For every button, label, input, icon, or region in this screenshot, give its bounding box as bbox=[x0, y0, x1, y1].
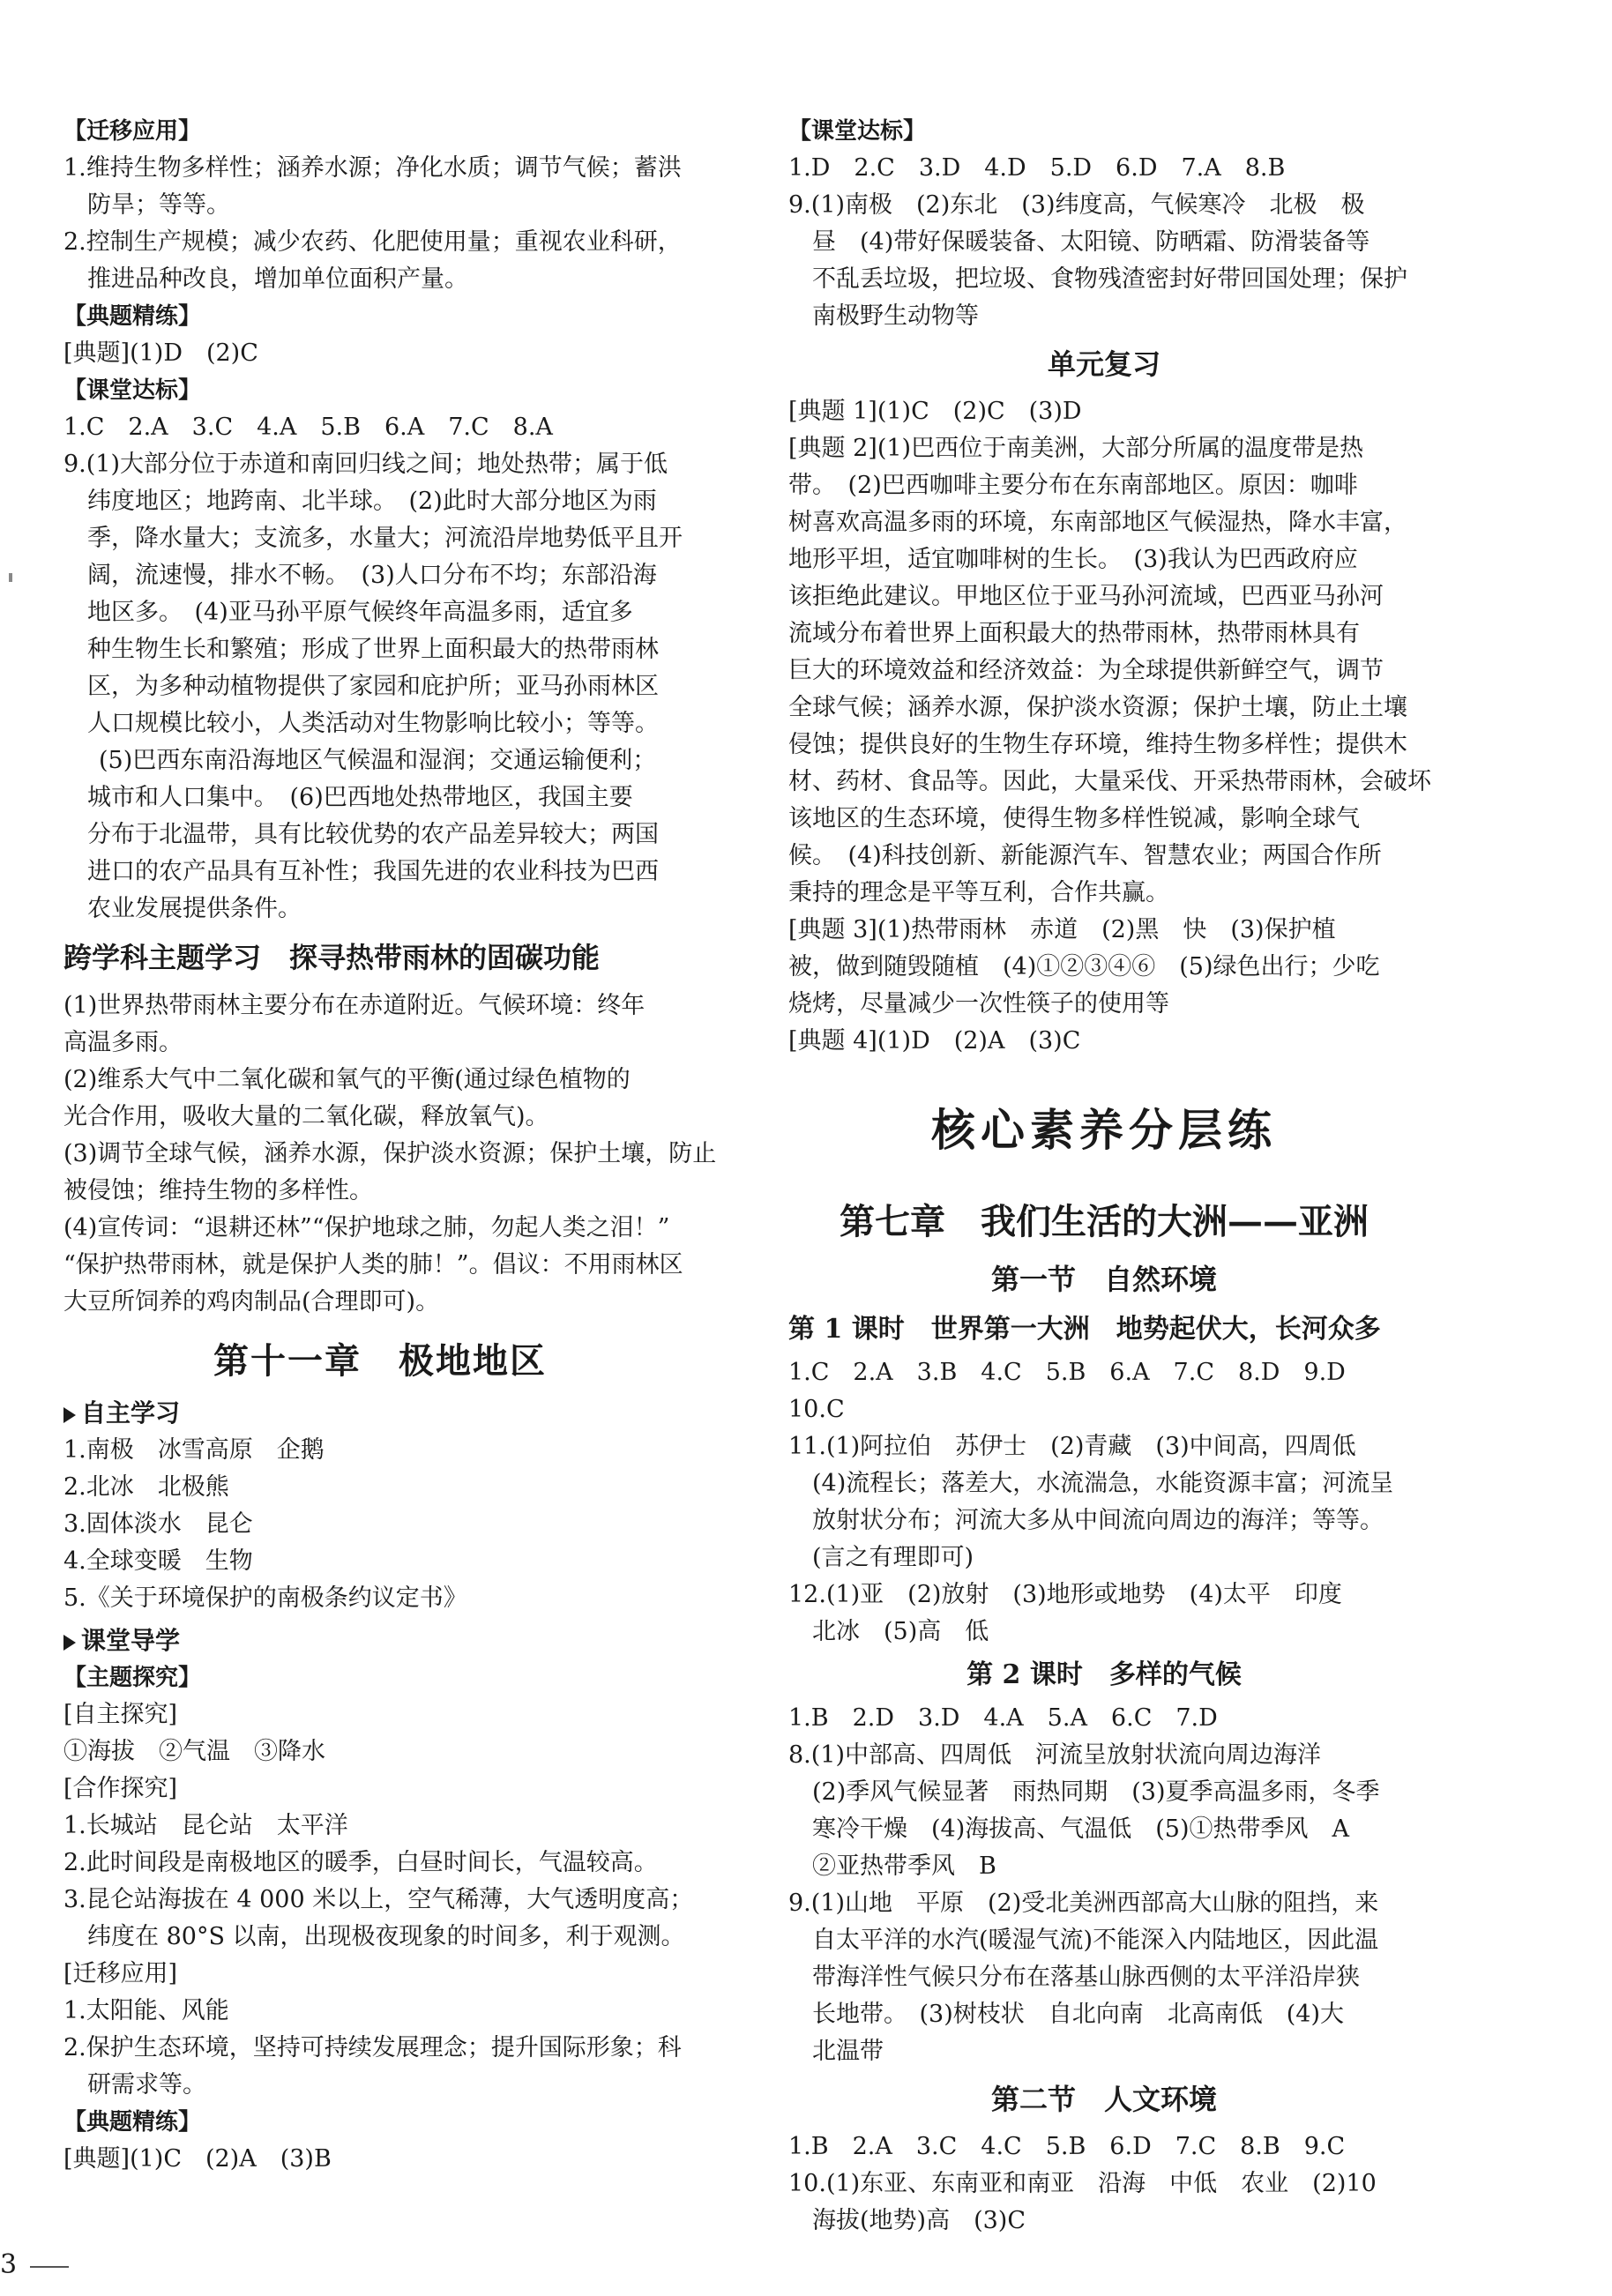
answer-line: 秉持的理念是平等互利，合作共赢。 bbox=[788, 879, 1169, 906]
answer-line: 1.C 2.A 3.B 4.C 5.B 6.A 7.C 8.D 9.D bbox=[788, 1359, 1346, 1386]
answer-line: 季，降水量大；支流多，水量大；河流沿岸地势低平且开 bbox=[87, 525, 683, 552]
answer-line: 2.保护生态环境，坚持可持续发展理念；提升国际形象；科 bbox=[63, 2034, 682, 2061]
answer-line: (4)宣传词：“退耕还林”“保护地球之肺，勿起人类之泪！” bbox=[63, 1214, 670, 1241]
bracket-heading: 【迁移应用】 bbox=[63, 118, 202, 145]
chapter-title: 第七章 我们生活的大洲——亚洲 bbox=[840, 1201, 1369, 1242]
answer-line: (5)巴西东南沿海地区气候温和湿润；交通运输便利； bbox=[99, 747, 657, 774]
answer-line: 2.北冰 北极熊 bbox=[63, 1473, 229, 1501]
right-column bbox=[788, 113, 1431, 2240]
answer-line: 被，做到随毁随植 (4)①②③④⑥ (5)绿色出行；少吃 bbox=[788, 953, 1380, 980]
answer-line: 该地区的生态环境，使得生物多样性锐减，影响全球气 bbox=[788, 805, 1360, 832]
answer-line: 巨大的环境效益和经济效益：为全球提供新鲜空气，调节 bbox=[788, 657, 1384, 684]
answer-line: [典题 3](1)热带雨林 赤道 (2)黑 快 (3)保护植 bbox=[788, 916, 1336, 943]
answer-line: 纬度在 80°S 以南，出现极夜现象的时间多，利于观测。 bbox=[87, 1923, 685, 1950]
answer-line: 北温带 bbox=[812, 2038, 884, 2065]
answer-line: 1.维持生物多样性；涵养水源；净化水质；调节气候；蓄洪 bbox=[63, 154, 682, 182]
bracket-heading: 【主题探究】 bbox=[63, 1665, 202, 1691]
answer-line: 9.(1)山地 平原 (2)受北美洲西部高大山脉的阻挡，来 bbox=[788, 1890, 1379, 1917]
answer-line: 昼 (4)带好保暖装备、太阳镜、防晒霜、防滑装备等 bbox=[812, 228, 1370, 256]
answer-line: (4)流程长；落差大，水流湍急，水能资源丰富；河流呈 bbox=[812, 1470, 1394, 1497]
answer-line: 阔，流速慢，排水不畅。 (3)人口分布不均；东部沿海 bbox=[87, 562, 657, 589]
answer-line: 城市和人口集中。 (6)巴西地处热带地区，我国主要 bbox=[87, 784, 633, 811]
answer-line: “保护热带雨林，就是保护人类的肺！”。倡议：不用雨林区 bbox=[63, 1251, 683, 1278]
answer-line: 寒冷干燥 (4)海拔高、气温低 (5)①热带季风 A bbox=[812, 1815, 1349, 1843]
answer-line: (2)维系大气中二氧化碳和氧气的平衡(通过绿色植物的 bbox=[63, 1066, 631, 1093]
answer-line: 种生物生长和繁殖；形成了世界上面积最大的热带雨林 bbox=[87, 636, 659, 663]
bracket-heading: 【典题精练】 bbox=[63, 2109, 202, 2136]
answer-line: 2.控制生产规模；减少农药、化肥使用量；重视农业科研， bbox=[63, 228, 682, 256]
answer-line: 防旱；等等。 bbox=[87, 191, 230, 219]
answer-line: 3.昆仑站海拔在 4 000 米以上，空气稀薄，大气透明度高； bbox=[63, 1886, 694, 1913]
answer-line: 1.D 2.C 3.D 4.D 5.D 6.D 7.A 8.B bbox=[788, 154, 1286, 182]
answer-line: [典题](1)C (2)A (3)B bbox=[63, 2145, 332, 2173]
bracket-heading: 【课堂达标】 bbox=[63, 377, 202, 404]
answer-line: 树喜欢高温多雨的环境，东南部地区气候湿热，降水丰富， bbox=[788, 509, 1407, 536]
answer-line: (1)世界热带雨林主要分布在赤道附近。气候环境：终年 bbox=[63, 992, 646, 1019]
answer-line: 被侵蚀；维持生物的多样性。 bbox=[63, 1177, 373, 1204]
answer-line: 纬度地区；地跨南、北半球。 (2)此时大部分地区为雨 bbox=[87, 488, 657, 515]
section-title: 第一节 自然环境 bbox=[990, 1263, 1217, 1296]
part-title: 核心素养分层练 bbox=[931, 1104, 1277, 1156]
answer-line: 分布于北温带，具有比较优势的农产品差异较大；两国 bbox=[87, 821, 659, 848]
answer-line: ②亚热带季风 B bbox=[812, 1852, 996, 1880]
answer-line: 高温多雨。 bbox=[63, 1029, 183, 1056]
answer-line: [自主探究] bbox=[63, 1701, 178, 1728]
answer-line: 1.太阳能、风能 bbox=[63, 1997, 229, 2024]
answer-line: (2)季风气候显著 雨热同期 (3)夏季高温多雨，冬季 bbox=[812, 1778, 1380, 1806]
answer-line: 该拒绝此建议。甲地区位于亚马孙河流域，巴西亚马孙河 bbox=[788, 583, 1384, 610]
answer-line: 4.全球变暖 生物 bbox=[63, 1547, 253, 1575]
answer-line: 8.(1)中部高、四周低 河流呈放射状流向周边海洋 bbox=[788, 1741, 1322, 1769]
section-title: 单元复习 bbox=[1047, 347, 1160, 381]
subsection-label: 自主学习 bbox=[81, 1398, 181, 1428]
answer-line: 北冰 (5)高 低 bbox=[812, 1618, 989, 1645]
answer-line: 3.固体淡水 昆仑 bbox=[63, 1510, 253, 1538]
answer-line: [典题](1)D (2)C bbox=[63, 339, 258, 367]
answer-line: 11.(1)阿拉伯 苏伊士 (2)青藏 (3)中间高，四周低 bbox=[788, 1433, 1356, 1460]
answer-line: 侵蚀；提供良好的生物生存环境，维持生物多样性；提供木 bbox=[788, 731, 1407, 758]
answer-line: 长地带。 (3)树枝状 自北向南 北高南低 (4)大 bbox=[812, 2001, 1344, 2028]
answer-line: 区，为多种动植物提供了家园和庇护所；亚马孙雨林区 bbox=[87, 673, 659, 700]
answer-line: 候。 (4)科技创新、新能源汽车、智慧农业；两国合作所 bbox=[788, 842, 1382, 869]
subsection-label: 课堂导学 bbox=[81, 1626, 181, 1655]
answer-line: 1.C 2.A 3.C 4.A 5.B 6.A 7.C 8.A bbox=[63, 414, 553, 441]
answer-line: 带海洋性气候只分布在落基山脉西侧的太平洋沿岸狭 bbox=[812, 1964, 1360, 1991]
answer-line: [典题 1](1)C (2)C (3)D bbox=[788, 398, 1082, 425]
section-title: 第二节 人文环境 bbox=[990, 2083, 1217, 2116]
left-column bbox=[63, 113, 717, 2178]
answer-line: 自太平洋的水汽(暖湿气流)不能深入内陆地区，因此温 bbox=[812, 1927, 1379, 1954]
answer-line: 地区多。 (4)亚马孙平原气候终年高温多雨，适宜多 bbox=[87, 599, 633, 626]
answer-line: 10.(1)东亚、东南亚和南亚 沿海 中低 农业 (2)10 bbox=[788, 2170, 1377, 2197]
answer-line: ①海拔 ②气温 ③降水 bbox=[63, 1738, 325, 1765]
answer-line: 人口规模比较小，人类活动对生物影响比较小；等等。 bbox=[87, 710, 659, 737]
bracket-heading: 【课堂达标】 bbox=[788, 118, 927, 145]
page-number: 3 bbox=[0, 2249, 18, 2280]
answer-line: 光合作用，吸收大量的二氧化碳，释放氧气)。 bbox=[63, 1103, 549, 1130]
answer-line: 全球气候；涵养水源，保护淡水资源；保护土壤，防止土壤 bbox=[788, 694, 1407, 721]
answer-line: 1.B 2.D 3.D 4.A 5.A 6.C 7.D bbox=[788, 1704, 1218, 1732]
bracket-heading: 【典题精练】 bbox=[63, 303, 202, 330]
answer-line: 流域分布着世界上面积最大的热带雨林，热带雨林具有 bbox=[788, 620, 1360, 647]
subsection-heading bbox=[63, 1395, 697, 1432]
answer-line: 2.此时间段是南极地区的暖季，白昼时间长，气温较高。 bbox=[63, 1849, 658, 1876]
answer-line: 1.B 2.A 3.C 4.C 5.B 6.D 7.C 8.B 9.C bbox=[788, 2133, 1346, 2160]
lesson-title: 第 2 课时 多样的气候 bbox=[966, 1659, 1242, 1690]
lesson-title: 第 1 课时 世界第一大洲 地势起伏大，长河众多 bbox=[788, 1314, 1381, 1345]
answer-line: 材、药材、食品等。因此，大量采伐、开采热带雨林，会破坏 bbox=[788, 768, 1431, 795]
answer-line: 带。 (2)巴西咖啡主要分布在东南部地区。原因：咖啡 bbox=[788, 472, 1358, 499]
answer-line: 9.(1)南极 (2)东北 (3)纬度高，气候寒冷 北极 极 bbox=[788, 191, 1365, 219]
margin-mark bbox=[9, 573, 12, 582]
answer-line: 研需求等。 bbox=[87, 2071, 206, 2098]
answer-line: 大豆所饲养的鸡肉制品(合理即可)。 bbox=[63, 1288, 440, 1316]
answer-line: [迁移应用] bbox=[63, 1960, 178, 1987]
chapter-title: 第十一章 极地地区 bbox=[213, 1340, 547, 1382]
answer-line: 放射状分布；河流大多从中间流向周边的海洋；等等。 bbox=[812, 1507, 1384, 1534]
answer-line: (言之有理即可) bbox=[812, 1544, 974, 1571]
page-number-rule bbox=[30, 2266, 69, 2268]
answer-line: 海拔(地势)高 (3)C bbox=[812, 2207, 1026, 2234]
answer-line: 10.C bbox=[788, 1396, 845, 1423]
topic-title: 跨学科主题学习 探寻热带雨林的固碳功能 bbox=[63, 941, 601, 974]
subsection-heading bbox=[63, 1622, 697, 1659]
answer-line: 5.《关于环境保护的南极条约议定书》 bbox=[63, 1584, 467, 1612]
answer-line: 南极野生动物等 bbox=[812, 302, 979, 330]
answer-line: 1.长城站 昆仑站 太平洋 bbox=[63, 1812, 348, 1839]
answer-line: 1.南极 冰雪高原 企鹅 bbox=[63, 1436, 325, 1464]
answer-line: [典题 4](1)D (2)A (3)C bbox=[788, 1027, 1081, 1055]
answer-line: 12.(1)亚 (2)放射 (3)地形或地势 (4)太平 印度 bbox=[788, 1581, 1342, 1608]
answer-line: [典题 2](1)巴西位于南美洲，大部分所属的温度带是热 bbox=[788, 435, 1364, 462]
answer-line: (3)调节全球气候，涵养水源，保护淡水资源；保护土壤，防止 bbox=[63, 1140, 717, 1167]
answer-line: 地形平坦，适宜咖啡树的生长。 (3)我认为巴西政府应 bbox=[788, 546, 1358, 573]
answer-line: 不乱丢垃圾，把垃圾、食物残渣密封好带回国处理；保护 bbox=[812, 265, 1407, 293]
answer-line: [合作探究] bbox=[63, 1775, 178, 1802]
answer-line: 烧烤，尽量减少一次性筷子的使用等 bbox=[788, 990, 1169, 1018]
triangle-bullet-icon bbox=[63, 1407, 76, 1423]
answer-line: 推进品种改良，增加单位面积产量。 bbox=[87, 265, 468, 293]
answer-line: 农业发展提供条件。 bbox=[87, 895, 302, 922]
answer-line: 9.(1)大部分位于赤道和南回归线之间；地处热带；属于低 bbox=[63, 451, 668, 478]
triangle-bullet-icon bbox=[63, 1635, 76, 1651]
answer-line: 进口的农产品具有互补性；我国先进的农业科技为巴西 bbox=[87, 858, 659, 885]
